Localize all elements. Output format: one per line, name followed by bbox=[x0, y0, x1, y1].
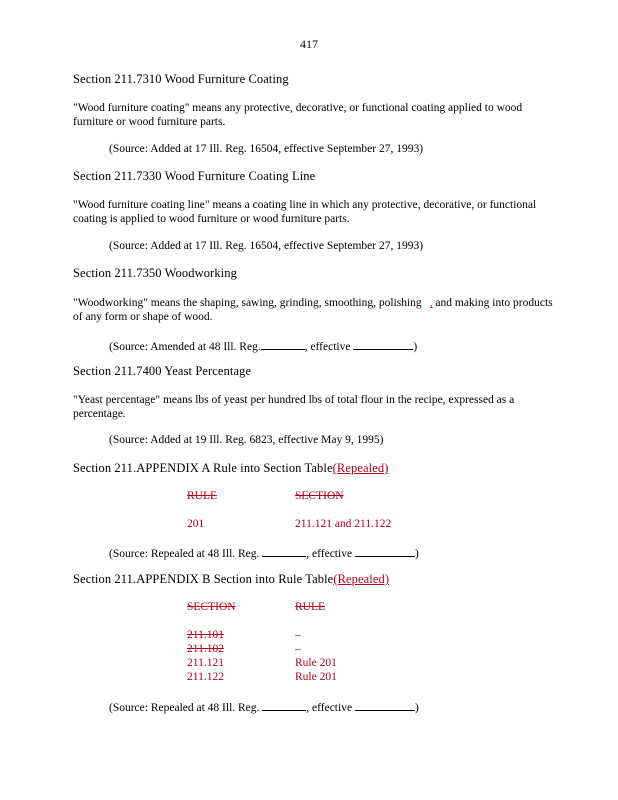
table-a-header-section: SECTION bbox=[295, 490, 344, 502]
section-heading-7350: Section 211.7350 Woodworking bbox=[73, 266, 237, 280]
source-a-prefix: (Source: Repealed at 48 Ill. Reg. bbox=[109, 548, 263, 560]
effective-date-blank bbox=[355, 545, 415, 557]
definition-7330: "Wood furniture coating line" means a coating line in which any protective, decorative, or functional coating is applied to wood furniture or wood furniture parts. bbox=[73, 199, 537, 225]
table-row-rule: – bbox=[295, 643, 301, 655]
source-7350-end: ) bbox=[413, 341, 418, 353]
section-heading-7400: Section 211.7400 Yeast Percentage bbox=[73, 364, 252, 378]
source-b-mid: , effective bbox=[306, 702, 355, 714]
table-a-cell-rule: 201 bbox=[187, 518, 205, 530]
appendix-b-heading bbox=[73, 572, 389, 587]
register-blank bbox=[261, 338, 305, 350]
source-note-7350 bbox=[109, 338, 417, 353]
source-7350-prefix: (Source: Amended at 48 Ill. Reg. bbox=[109, 341, 261, 353]
source-b-end: ) bbox=[414, 702, 419, 714]
page-number: 417 bbox=[300, 37, 318, 51]
register-blank bbox=[262, 545, 306, 557]
table-row-section: 211.102 bbox=[187, 643, 224, 655]
source-note-7330: (Source: Added at 17 Ill. Reg. 16504, effective September 27, 1993) bbox=[109, 240, 424, 252]
appendix-a-title: Section 211.APPENDIX A Rule into Section Table bbox=[73, 461, 333, 475]
table-row-rule: Rule 201 bbox=[295, 657, 337, 669]
table-row-section: 211.121 bbox=[187, 657, 224, 669]
inserted-comma-mark: , bbox=[430, 298, 433, 308]
definition-7350-text-2: and making into products of any form or shape of wood. bbox=[73, 297, 553, 323]
source-note-appendix-a bbox=[109, 545, 419, 560]
repealed-insert: (Repealed) bbox=[332, 461, 389, 475]
definition-7310: "Wood furniture coating" means any protective, decorative, or functional coating applied to wood furniture or wood furniture parts. bbox=[73, 102, 523, 128]
definition-7350 bbox=[73, 296, 553, 324]
table-b-header-section: SECTION bbox=[187, 601, 236, 613]
section-heading-7310: Section 211.7310 Wood Furniture Coating bbox=[73, 72, 289, 86]
table-a-header-rule: RULE bbox=[187, 490, 218, 502]
source-note-appendix-b bbox=[109, 699, 419, 714]
effective-date-blank bbox=[353, 338, 413, 350]
table-a-cell-section: 211.121 and 211.122 bbox=[295, 518, 392, 530]
source-a-mid: , effective bbox=[306, 548, 355, 560]
section-heading-7330: Section 211.7330 Wood Furniture Coating Line bbox=[73, 169, 316, 183]
appendix-b-title: Section 211.APPENDIX B Section into Rule Table bbox=[73, 572, 334, 586]
effective-date-blank bbox=[355, 699, 415, 711]
source-b-prefix: (Source: Repealed at 48 Ill. Reg. bbox=[109, 702, 263, 714]
source-a-end: ) bbox=[414, 548, 419, 560]
table-row-section: 211.122 bbox=[187, 671, 224, 683]
definition-7400: "Yeast percentage" means lbs of yeast per hundred lbs of total flour in the recipe, expressed as a percentage. bbox=[73, 394, 515, 420]
table-row-rule: Rule 201 bbox=[295, 671, 337, 683]
repealed-insert: (Repealed) bbox=[333, 572, 390, 586]
table-row-section: 211.101 bbox=[187, 629, 224, 641]
source-note-7310: (Source: Added at 17 Ill. Reg. 16504, effective September 27, 1993) bbox=[109, 143, 424, 155]
table-b-header-rule: RULE bbox=[295, 601, 326, 613]
source-7350-mid: , effective bbox=[304, 341, 354, 353]
definition-7350-text-1: "Woodworking" means the shaping, sawing, grinding, smoothing, polishing bbox=[73, 297, 422, 309]
register-blank bbox=[262, 699, 306, 711]
appendix-a-heading bbox=[73, 461, 388, 476]
source-note-7400: (Source: Added at 19 Ill. Reg. 6823, effective May 9, 1995) bbox=[109, 434, 384, 446]
table-row-rule: – bbox=[295, 629, 301, 641]
